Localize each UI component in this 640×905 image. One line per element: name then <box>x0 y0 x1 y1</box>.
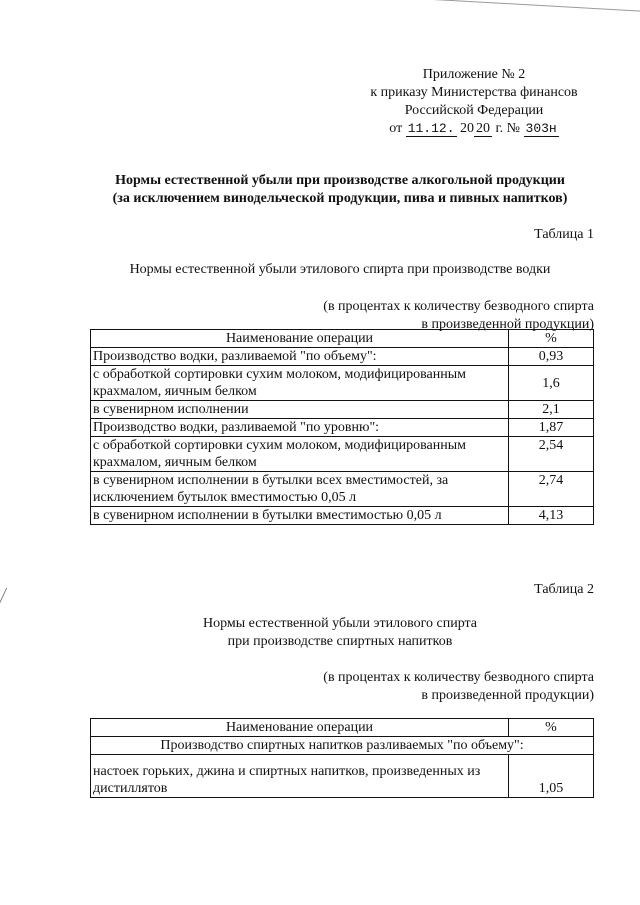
table-row <box>91 437 594 472</box>
operation-cell: с обработкой сортировки сухим молоком, модифицированным крахмалом, яичным белком <box>91 366 509 401</box>
section-heading: Производство спиртных напитков разливаемых "по объему": <box>91 737 594 755</box>
column-operation: Наименование операции <box>91 719 509 737</box>
section-row <box>91 737 594 755</box>
percent-cell: 1,6 <box>509 366 594 401</box>
table2-unit-line-2: в произведенной продукции) <box>421 688 594 703</box>
column-percent: % <box>509 719 594 737</box>
date-prefix: от <box>389 121 403 136</box>
operation-cell: в сувенирном исполнении в бутылки всех вместимостей, за исключением бутылок вместимостью 0,05 л <box>91 472 509 507</box>
table-row <box>91 348 594 366</box>
date-day-month: 11.12. <box>407 121 455 136</box>
table-row <box>91 472 594 507</box>
percent-cell: 1,05 <box>509 755 594 798</box>
table2 <box>90 718 594 798</box>
table-row <box>91 419 594 437</box>
column-percent: % <box>509 330 594 348</box>
table-row <box>91 507 594 525</box>
operation-cell: в сувенирном исполнении <box>91 401 509 419</box>
date-year: 20 <box>476 121 490 136</box>
operation-cell: с обработкой сортировки сухим молоком, модифицированным крахмалом, яичным белком <box>91 437 509 472</box>
appendix-label: Приложение № 2 <box>422 67 526 82</box>
table1-caption: Нормы естественной убыли этилового спирта при производстве водки <box>129 262 551 277</box>
order-number: 303н <box>525 121 557 136</box>
table2-unit <box>323 669 594 705</box>
table1-label: Таблица 1 <box>534 227 594 242</box>
title-line-2: (за исключением винодельческой продукции, пива и пивных напитков) <box>112 191 568 206</box>
table-header-row <box>91 330 594 348</box>
table-header-row <box>91 719 594 737</box>
table2-unit-line-1: (в процентах к количеству безводного спирта <box>323 670 594 685</box>
date-g: г. № <box>495 121 521 136</box>
operation-cell: настоек горьких, джина и спиртных напитков, произведенных из дистиллятов <box>91 755 509 798</box>
percent-cell: 2,54 <box>509 437 594 472</box>
table-row <box>91 366 594 401</box>
percent-cell: 2,1 <box>509 401 594 419</box>
table2-caption <box>60 615 620 651</box>
table2-caption-line-2: при производстве спиртных напитков <box>227 634 453 649</box>
percent-cell: 4,13 <box>509 507 594 525</box>
approval-block <box>354 66 594 138</box>
operation-cell: Производство водки, разливаемой "по объему": <box>91 348 509 366</box>
table1-unit-line-2: в произведенной продукции) <box>421 317 594 332</box>
margin-mark <box>0 588 19 606</box>
country-name: Российской Федерации <box>404 103 544 118</box>
table1 <box>90 329 594 525</box>
table1-unit-line-1: (в процентах к количеству безводного спирта <box>323 299 594 314</box>
order-reference: к приказу Министерства финансов <box>370 85 578 100</box>
percent-cell: 2,74 <box>509 472 594 507</box>
operation-cell: в сувенирном исполнении в бутылки вместимостью 0,05 л <box>91 507 509 525</box>
document-title <box>60 172 620 208</box>
scan-edge-line <box>344 0 640 12</box>
date-century: 20 <box>460 121 474 136</box>
percent-cell: 1,87 <box>509 419 594 437</box>
table-row <box>91 755 594 798</box>
table-row <box>91 401 594 419</box>
order-date-line <box>354 120 594 138</box>
title-line-1: Нормы естественной убыли при производстве алкогольной продукции <box>115 173 565 188</box>
operation-cell: Производство водки, разливаемой "по уровню": <box>91 419 509 437</box>
column-operation: Наименование операции <box>91 330 509 348</box>
percent-cell: 0,93 <box>509 348 594 366</box>
table2-caption-line-1: Нормы естественной убыли этилового спирта <box>202 616 478 631</box>
table2-label: Таблица 2 <box>534 582 594 597</box>
